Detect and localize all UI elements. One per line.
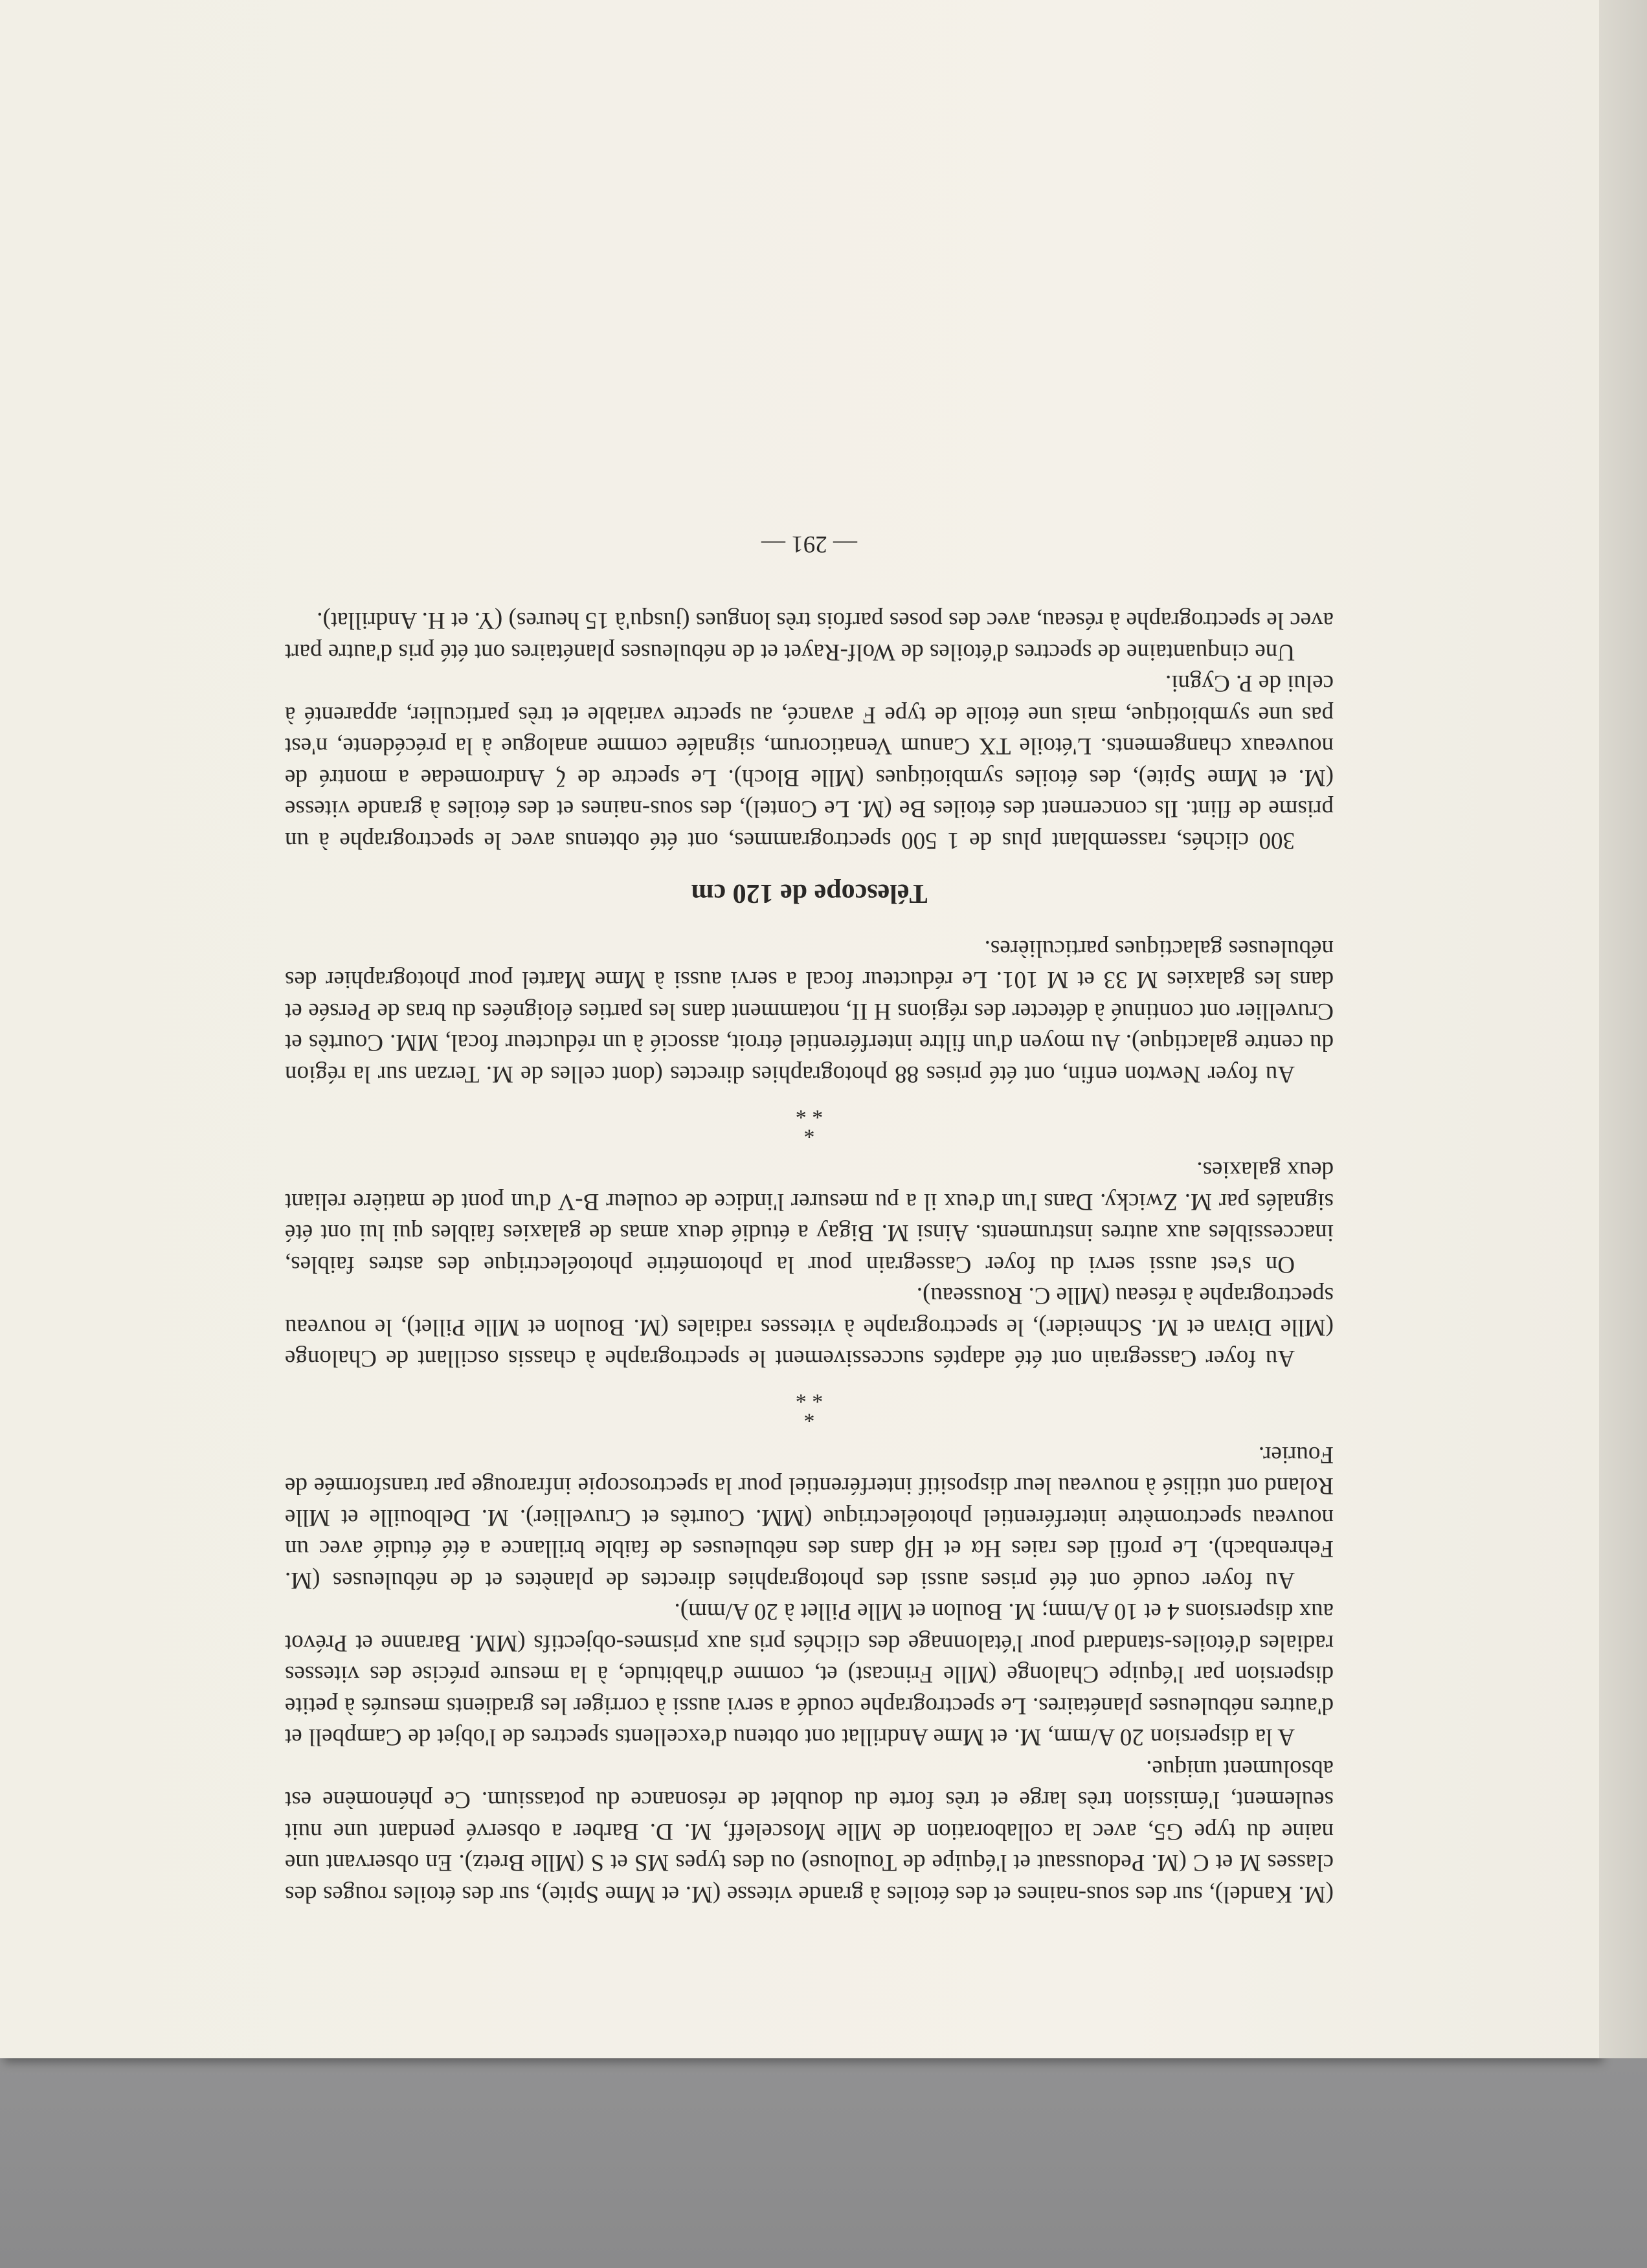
page-content-rotated [285,214,1334,1909]
paragraph: Au foyer coudé ont été prises aussi des photographies directes de planètes et de nébuleuses (M. Fehrenbach). Le profil des raies Hα et Hβ dans des nébuleuses de faible brillance a été étudié avec un nouveau spectromètre interférentiel photoélectrique (MM. Courtès et Cruvellier). M. Delbouille et Mlle Roland ont utilisé à nouveau leur dispositif interférentiel pour la spectroscopie infrarouge par transformée de Fourier. [285,1441,1334,1594]
paragraph: Au foyer Cassegrain ont été adaptés successivement le spectrographe à chassis oscillant de Chalonge (Mlle Divan et M. Schneider), le spectrographe à vitesses radiales (M. Boulon et Mlle Pillet), le nouveau spectrographe à réseau (Mlle C. Rousseau). [285,1282,1334,1372]
section-separator: * * * [795,1099,824,1142]
paragraph: 300 clichés, rassemblant plus de 1 500 spectrogrammes, ont été obtenus avec le spectrographe à un prisme de flint. Ils concernent des étoiles Be (M. Le Contel), des sous-naines et des étoiles à grande vitesse (M. et Mme Spite), des étoiles symbiotiques (Mlle Bloch). Le spectre de ζ Andromedae a montré de nouveaux changements. L'étoile TX Canum Venaticorum, signalée comme analogue à la précédente, n'est pas une symbiotique, mais une étoile de type F avancé, au spectre variable et très particulier, apparenté à celui de P. Cygni. [285,670,1334,854]
paragraph: On s'est aussi servi du foyer Cassegrain pour la photométrie photoélectrique des astres faibles, inaccessibles aux autres instruments. Ainsi M. Bigay a étudié deux amas de galaxies faibles qui lui ont été signalés par M. Zwicky. Dans l'un d'eux il a pu mesurer l'indice de couleur B-V d'un pont de matière reliant deux galaxies. [285,1157,1334,1278]
paragraph: Au foyer Newton enfin, ont été prises 88 photographies directes (dont celles de M. Terzan sur la région du centre galactique). Au moyen d'un filtre interférentiel étroit, associé à un réducteur focal, MM. Courtès et Cruvellier ont continué à détecter des régions H II, notamment dans les parties éloignées du bras de Persée et dans les galaxies M 33 et M 101. Le réducteur focal a servi aussi à Mme Martel pour photographier des nébuleuses galactiques particulières. [285,935,1334,1087]
paragraph: (M. Kandel), sur des sous-naines et des étoiles à grande vitesse (M. et Mme Spite), sur des étoiles rouges des classes M et C (M. Pedoussaut et l'équipe de Toulouse) ou des types MS et S (Mlle Bretz). En observant une naine du type G5, avec la collaboration de Mlle Mosceleff, M. D. Barber a observé pendant une nuit seulement, l'émission très large et très forte du doublet de résonance du potassium. Ce phénomène est absolument unique. [285,1755,1334,1907]
page-edge [1599,0,1647,2058]
paragraph: A la dispersion 20 A/mm, M. et Mme Andrillat ont obtenu d'excellents spectres de l'objet de Campbell et d'autres nébuleuses planétaires. Le spectrographe coudé a servi aussi à corriger les gradients mesurés à petite dispersion par l'équipe Chalonge (Mlle Frincast) et, comme d'habitude, à la mesure précise des vitesses radiales d'étoiles-standard pour l'étalonnage des clichés pris aux prismes-objectifs (MM. Baranne et Prévot aux dispersions 4 et 10 A/mm; M. Boulon et Mlle Pillet à 20 A/mm). [285,1598,1334,1751]
section-heading: Télescope de 120 cm [691,878,928,909]
page-number: — 291 — [761,531,857,557]
paragraph: Une cinquantaine de spectres d'étoiles de Wolf-Rayet et de nébuleuses planétaires ont été pris d'autre part avec le spectrographe à réseau, avec des poses parfois très longues (jusqu'à 15 heures) (Y. et H. Andrillat). [285,607,1334,665]
section-separator: * * * [795,1383,824,1427]
